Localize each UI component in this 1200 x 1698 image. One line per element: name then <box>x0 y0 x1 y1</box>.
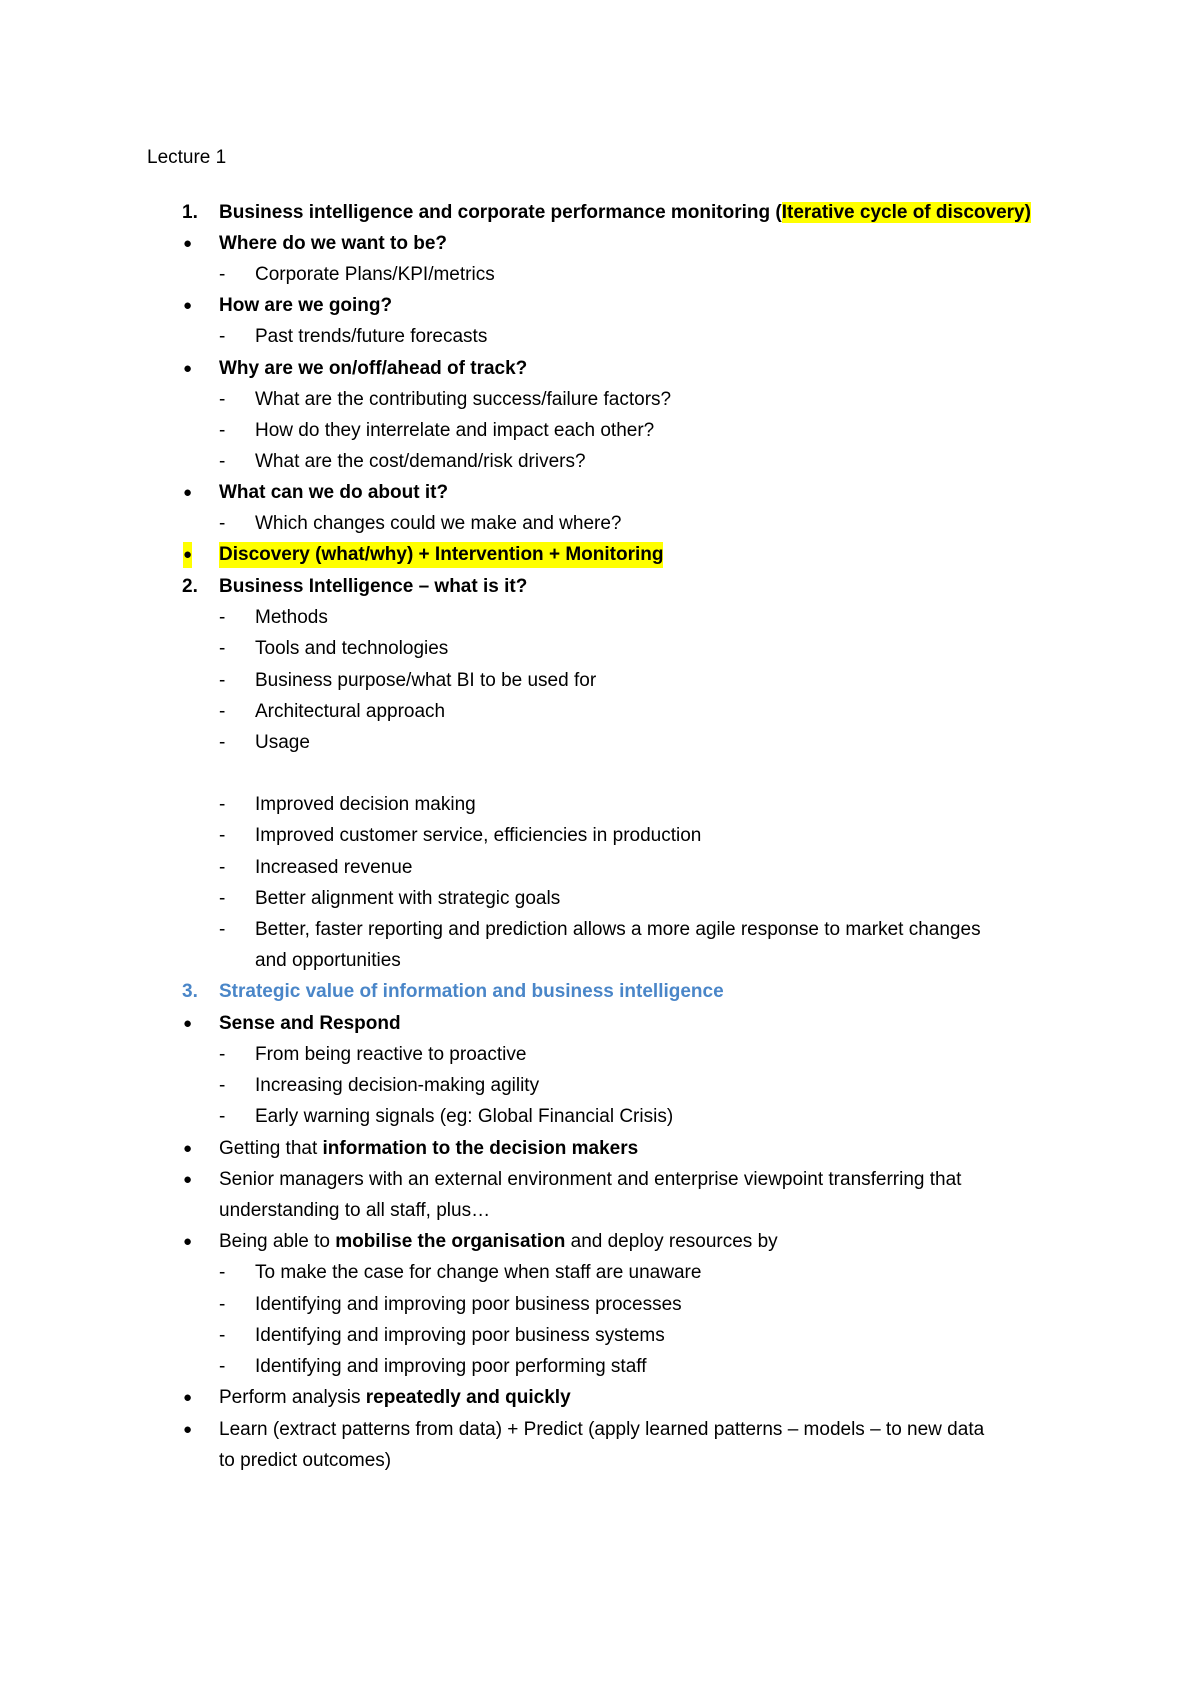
bullet-text: Being able to <box>219 1231 336 1252</box>
list-item <box>0 1292 1200 1318</box>
list-number: 1. <box>182 202 198 223</box>
list-item <box>0 1136 1200 1162</box>
list-item-continuation <box>0 1198 1200 1224</box>
dash-text: Usage <box>255 732 310 753</box>
list-item <box>0 668 1200 694</box>
dash-icon: - <box>219 1044 226 1065</box>
bullet-text: to predict outcomes) <box>219 1450 392 1471</box>
bullet-icon: ● <box>183 235 193 252</box>
list-item <box>0 356 1200 382</box>
bullet-text: understanding to all staff, plus… <box>219 1200 491 1221</box>
dash-text: Corporate Plans/KPI/metrics <box>255 264 495 285</box>
list-item <box>0 1073 1200 1099</box>
list-item <box>0 1042 1200 1068</box>
dash-icon: - <box>219 888 226 909</box>
bullet-text: Senior managers with an external environment and enterprise viewpoint transferring that <box>219 1169 962 1190</box>
list-item <box>0 1385 1200 1411</box>
dash-icon: - <box>219 1106 226 1127</box>
list-item <box>0 324 1200 350</box>
dash-text: To make the case for change when staff are unaware <box>255 1262 702 1283</box>
bullet-icon: ● <box>183 1140 193 1157</box>
list-item <box>0 636 1200 662</box>
bullet-text: and deploy resources by <box>565 1231 778 1252</box>
list-item <box>0 387 1200 413</box>
bullet-text: What can we do about it? <box>219 482 449 503</box>
dash-icon: - <box>219 919 226 940</box>
section-3-heading <box>0 979 1200 1005</box>
bullet-icon: ● <box>183 542 192 568</box>
list-item <box>0 418 1200 444</box>
list-item <box>0 917 1200 943</box>
list-item <box>0 1260 1200 1286</box>
bullet-icon: ● <box>183 1389 193 1406</box>
list-item <box>0 1167 1200 1193</box>
dash-icon: - <box>219 513 226 534</box>
dash-icon: - <box>219 1325 226 1346</box>
dash-icon: - <box>219 794 226 815</box>
bullet-text: Where do we want to be? <box>219 233 448 254</box>
list-item <box>0 511 1200 537</box>
dash-text: Better alignment with strategic goals <box>255 888 561 909</box>
list-item <box>0 1011 1200 1037</box>
list-item <box>0 1354 1200 1380</box>
dash-icon: - <box>219 326 226 347</box>
dash-text: Increasing decision-making agility <box>255 1075 540 1096</box>
dash-icon: - <box>219 1262 226 1283</box>
list-item-continuation <box>0 948 1200 974</box>
bullet-text: Why are we on/off/ahead of track? <box>219 358 528 379</box>
dash-text: What are the cost/demand/risk drivers? <box>255 451 586 472</box>
dash-icon: - <box>219 607 226 628</box>
dash-text: Improved customer service, efficiencies in production <box>255 825 702 846</box>
list-number: 2. <box>182 576 198 597</box>
bullet-text: How are we going? <box>219 295 393 316</box>
bullet-icon: ● <box>183 1171 193 1188</box>
bullet-text: Sense and Respond <box>219 1013 401 1034</box>
list-item <box>0 886 1200 912</box>
bullet-icon: ● <box>183 360 193 377</box>
dash-text: Architectural approach <box>255 701 446 722</box>
dash-text: Business purpose/what BI to be used for <box>255 670 597 691</box>
list-item <box>0 823 1200 849</box>
dash-icon: - <box>219 451 226 472</box>
dash-text: Which changes could we make and where? <box>255 513 622 534</box>
bullet-text: Learn (extract patterns from data) + Predict (apply learned patterns – models – to new data <box>219 1419 985 1440</box>
dash-icon: - <box>219 389 226 410</box>
highlighted-bullet-text: Discovery (what/why) + Intervention + Monitoring <box>219 542 663 568</box>
bullet-icon: ● <box>183 1421 193 1438</box>
dash-icon: - <box>219 1075 226 1096</box>
dash-icon: - <box>219 264 226 285</box>
list-item-continuation <box>0 1448 1200 1474</box>
dash-text: Identifying and improving poor performing staff <box>255 1356 647 1377</box>
section-2-heading-text: Business Intelligence – what is it? <box>219 576 528 597</box>
list-item <box>0 855 1200 881</box>
bullet-text: Getting that <box>219 1138 323 1159</box>
dash-icon: - <box>219 638 226 659</box>
list-item <box>0 792 1200 818</box>
dash-text: Better, faster reporting and prediction allows a more agile response to market changes <box>255 919 981 940</box>
list-item <box>0 449 1200 475</box>
page-title: Lecture 1 <box>147 147 227 168</box>
bullet-icon: ● <box>183 297 193 314</box>
dash-icon: - <box>219 420 226 441</box>
list-item <box>0 542 1200 568</box>
list-item <box>0 480 1200 506</box>
dash-text: Early warning signals (eg: Global Financial Crisis) <box>255 1106 674 1127</box>
list-item <box>0 231 1200 257</box>
bullet-text: Perform analysis <box>219 1387 366 1408</box>
list-item <box>0 605 1200 631</box>
section-1-heading <box>0 200 1200 226</box>
list-item <box>0 1417 1200 1443</box>
bullet-icon: ● <box>183 1015 193 1032</box>
section-1-heading-text: Business intelligence and corporate performance monitoring ( <box>219 202 782 223</box>
dash-text: Improved decision making <box>255 794 476 815</box>
dash-icon: - <box>219 670 226 691</box>
dash-text: and opportunities <box>255 950 401 971</box>
list-item <box>0 730 1200 756</box>
section-3-heading-text: Strategic value of information and business intelligence <box>219 981 724 1002</box>
list-item <box>0 699 1200 725</box>
dash-text: Methods <box>255 607 328 628</box>
bullet-icon: ● <box>183 484 193 501</box>
bullet-text-bold: mobilise the organisation <box>335 1231 566 1252</box>
dash-icon: - <box>219 825 226 846</box>
section-2-heading <box>0 574 1200 600</box>
dash-icon: - <box>219 1356 226 1377</box>
bullet-text-bold: information to the decision makers <box>322 1138 639 1159</box>
list-number: 3. <box>182 981 198 1002</box>
dash-text: What are the contributing success/failure factors? <box>255 389 672 410</box>
bullet-icon: ● <box>183 1233 193 1250</box>
list-item <box>0 1323 1200 1349</box>
list-item <box>0 1229 1200 1255</box>
bullet-text-bold: repeatedly and quickly <box>365 1387 571 1408</box>
dash-text: Identifying and improving poor business processes <box>255 1294 682 1315</box>
dash-text: Increased revenue <box>255 857 413 878</box>
dash-icon: - <box>219 701 226 722</box>
dash-icon: - <box>219 732 226 753</box>
dash-text: From being reactive to proactive <box>255 1044 527 1065</box>
list-item <box>0 262 1200 288</box>
dash-icon: - <box>219 857 226 878</box>
dash-icon: - <box>219 1294 226 1315</box>
dash-text: Tools and technologies <box>255 638 449 659</box>
dash-text: How do they interrelate and impact each other? <box>255 420 655 441</box>
list-item <box>0 293 1200 319</box>
dash-text: Identifying and improving poor business systems <box>255 1325 665 1346</box>
list-item <box>0 1104 1200 1130</box>
dash-text: Past trends/future forecasts <box>255 326 488 347</box>
section-1-highlight: Iterative cycle of discovery) <box>781 202 1031 223</box>
